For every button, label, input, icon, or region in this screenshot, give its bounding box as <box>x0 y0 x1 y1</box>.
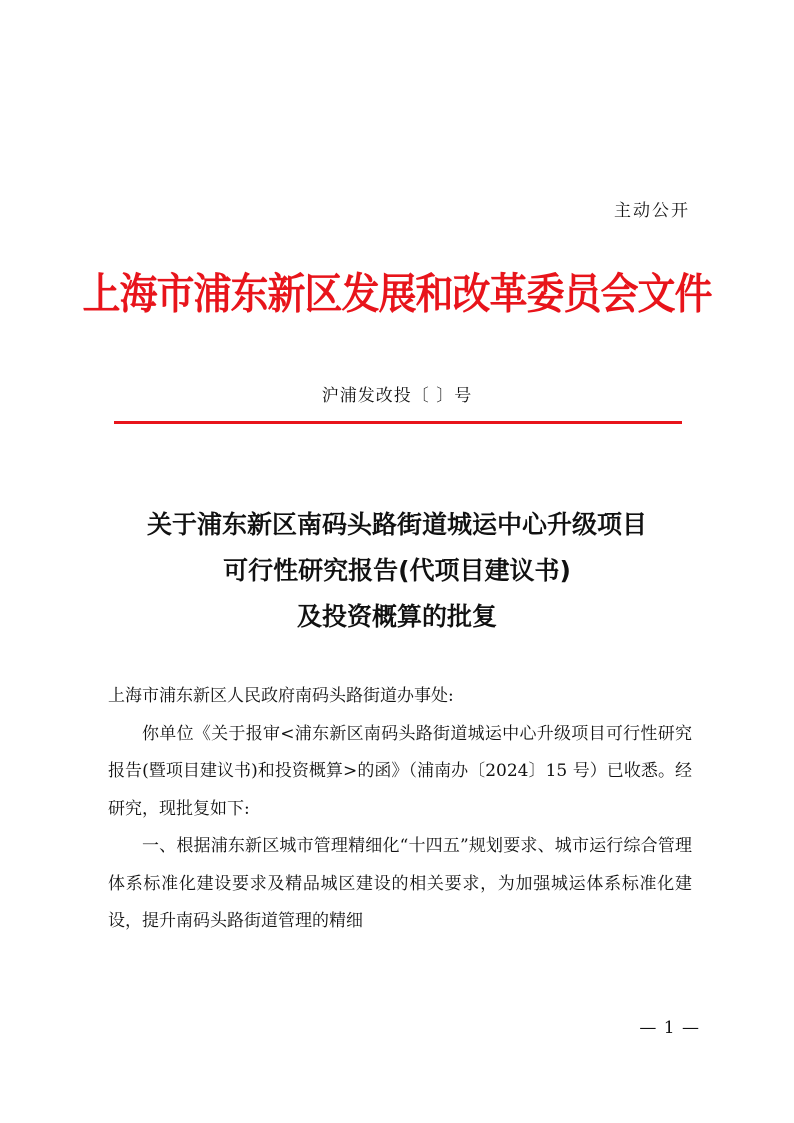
title-line-1: 关于浦东新区南码头路街道城运中心升级项目 <box>146 510 647 539</box>
page-number: — 1 — <box>639 1018 700 1038</box>
document-number: 沪浦发改投〔 〕号 <box>321 386 473 406</box>
addressee: 上海市浦东新区人民政府南码头路街道办事处: <box>108 686 454 706</box>
document-title <box>0 502 794 640</box>
body-paragraph: 一、根据浦东新区城市管理精细化“十四五”规划要求、城市运行综合管理体系标准化建设要求及精品城区建设的相关要求，为加强城运体系标准化建设，提升南码头路街道管理的精细 <box>108 836 692 931</box>
title-line-2: 可行性研究报告(代项目建议书) <box>223 556 571 585</box>
disclosure-label: 主动公开 <box>614 201 690 221</box>
red-divider-line <box>114 421 682 424</box>
title-line-3: 及投资概算的批复 <box>296 602 497 631</box>
issuing-authority-header: 上海市浦东新区发展和改革委员会文件 <box>82 269 712 319</box>
body-paragraph: 你单位《关于报审<浦东新区南码头路街道城运中心升级项目可行性研究报告(暨项目建议书)和投资概算>的函》（浦南办〔2024〕15 号）已收悉。经研究，现批复如下: <box>108 723 692 819</box>
document-body <box>108 678 692 941</box>
